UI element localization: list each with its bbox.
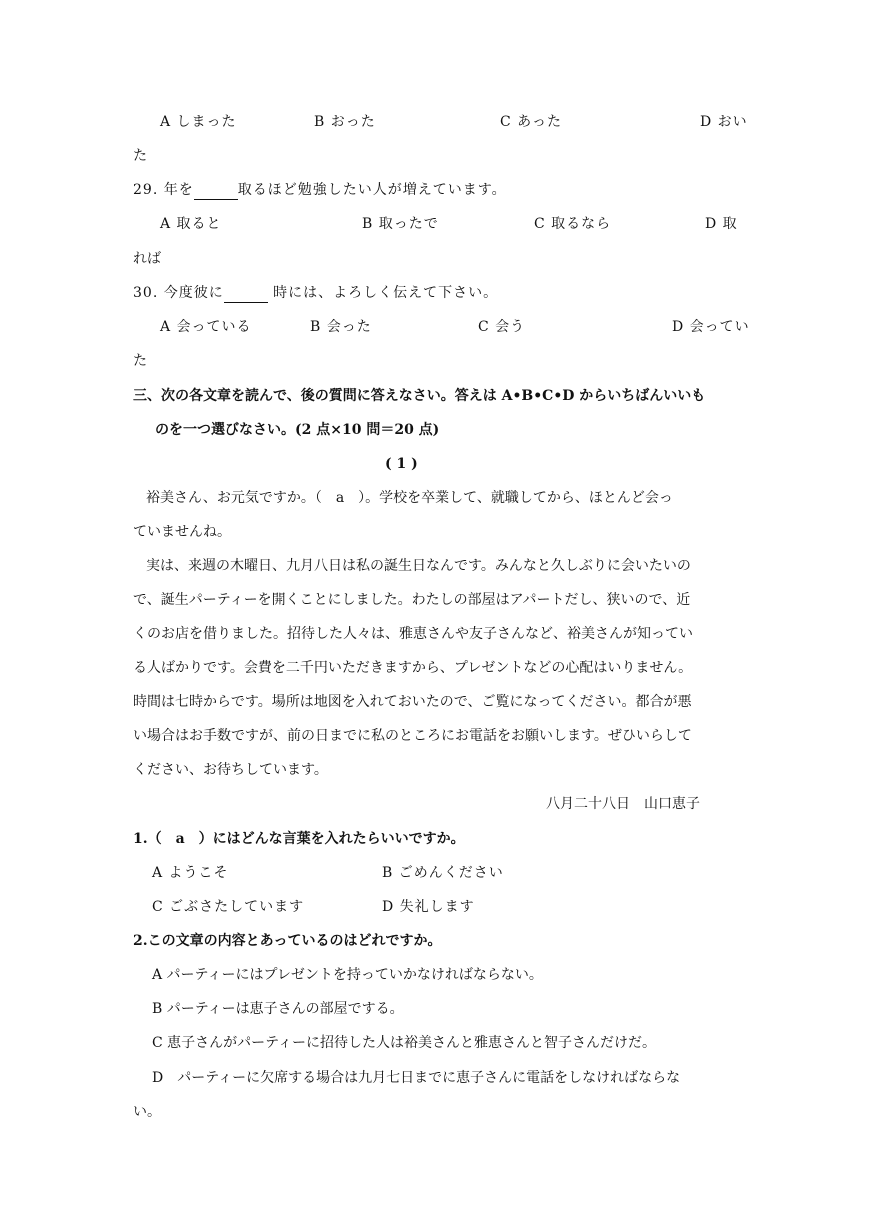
q30-stem-pre: 今度彼に [163, 285, 224, 301]
question-2-stem: 2.この文章の内容とあっているのはどれですか。 [133, 933, 442, 949]
question-1-stem: 1.（ a ）にはどんな言葉を入れたらいいですか。 [133, 831, 465, 847]
part-number: ( 1 ) [385, 456, 418, 472]
q30-stem-post: 時には、よろしく伝えて下さい。 [267, 285, 499, 301]
q29-option-d-wrap: れば [133, 251, 161, 267]
q30-option-a: A 会っている [160, 319, 252, 335]
q28-option-d-wrap: た [133, 148, 147, 164]
letter-line-3: 実は、来週の木曜日、九月八日は私の誕生日なんです。みんなと久しぶりに会いたいの [146, 558, 691, 574]
letter-line-1: 裕美さん、お元気ですか。（ a ）。学校を卒業して、就職してから、ほとんど会っ [146, 490, 673, 506]
section-3-heading-line1: 三、次の各文章を読んで、後の質問に答えなさい。答えは A•B•C•D からいちばんいいも [133, 388, 706, 404]
question-2-option-d: D パーティーに欠席する場合は九月七日までに恵子さんに電話をしなければならな [152, 1070, 681, 1086]
question-1-option-c: C ごぶさたしています [152, 899, 305, 915]
letter-line-9: ください、お待ちしています。 [133, 762, 328, 778]
question-1-option-a: A ようこそ [152, 865, 229, 881]
letter-line-2: ていませんね。 [133, 524, 231, 540]
q29-option-b: B 取ったで [362, 216, 439, 232]
letter-line-8: い場合はお手数ですが、前の日までに私のところにお電話をお願いします。ぜひいらして [133, 728, 692, 744]
q28-option-d: D おい [700, 114, 748, 130]
section-3-heading-line2: のを一つ選びなさい。(2 点×10 問＝20 点) [155, 422, 440, 438]
q30-option-d: D 会ってい [672, 319, 750, 335]
q29-option-d: D 取 [705, 216, 738, 232]
q29-number: 29. [133, 182, 159, 198]
q30-number: 30. [133, 285, 159, 301]
q30-option-b: B 会った [310, 319, 372, 335]
q29-stem [133, 180, 507, 200]
q30-option-c: C 会う [478, 319, 526, 335]
letter-line-6: る人ばかりです。会費を二千円いただきますから、プレゼントなどの心配はいりません。 [133, 660, 693, 676]
letter-signature: 八月二十八日 山口恵子 [546, 796, 700, 812]
q29-stem-pre: 年を [163, 182, 194, 198]
q30-option-d-wrap: た [133, 353, 147, 369]
letter-line-7: 時間は七時からです。場所は地図を入れておいたので、ご覧になってください。都合が悪 [133, 694, 692, 710]
question-1-option-d: D 失礼します [382, 899, 475, 915]
q28-option-b: B おった [314, 114, 376, 130]
question-2-option-d-wrap: い。 [133, 1104, 161, 1120]
q29-option-c: C 取るなら [534, 216, 612, 232]
letter-line-5: くのお店を借りました。招待した人々は、雅恵さんや友子さんなど、裕美さんが知ってい [133, 626, 693, 642]
question-1-option-b: B ごめんください [382, 865, 504, 881]
q29-option-a: A 取ると [160, 216, 222, 232]
letter-line-4: で、誕生パーティーを開くことにしました。わたしの部屋はアパートだし、狭いので、近 [133, 592, 691, 608]
q28-option-c: C あった [500, 114, 563, 130]
q29-stem-post: 取るほど勉強したい人が増えています。 [237, 182, 507, 198]
q30-blank [224, 288, 268, 303]
q28-option-a: A しまった [160, 114, 237, 130]
question-2-option-c: C 恵子さんがパーティーに招待した人は裕美さんと雅恵さんと智子さんだけだ。 [152, 1035, 657, 1051]
question-2-option-b: B パーティーは恵子さんの部屋でする。 [152, 1001, 404, 1017]
question-2-option-a: A パーティーにはプレゼントを持っていかなければならない。 [152, 967, 543, 983]
q29-blank [194, 185, 238, 200]
q30-stem [133, 283, 498, 303]
